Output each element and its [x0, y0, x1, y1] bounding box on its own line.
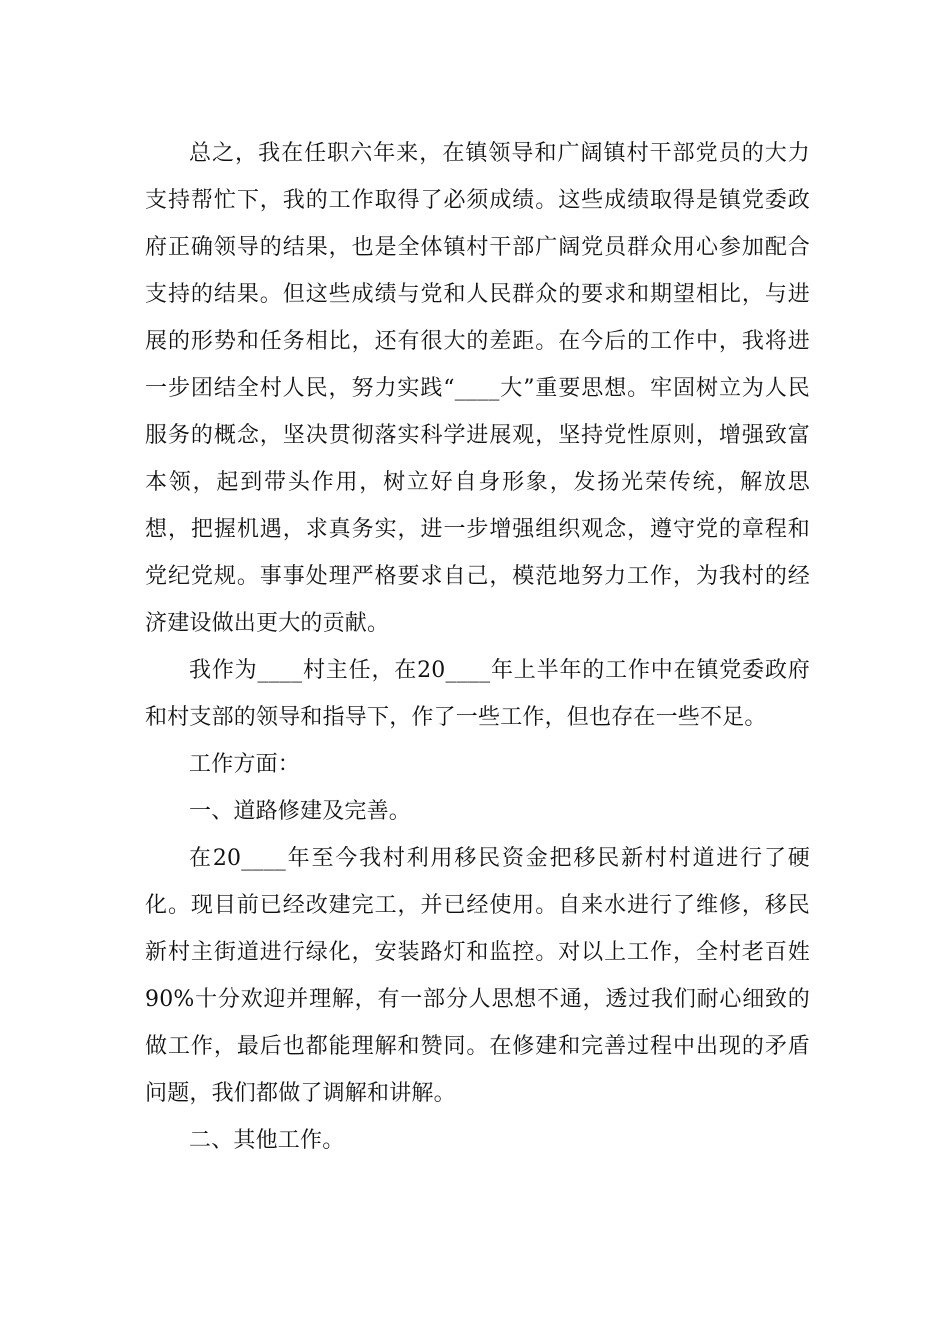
section-heading-work: 工作方面：: [189, 752, 301, 777]
paragraph-roads: 在20____年至今我村利用移民资金把移民新村村道进行了硬化。现目前已经改建完工，并已经使用。自来水进行了维修，移民新村主街道进行绿化，安装路灯和监控。对以上工作，全村老百姓90%十分欢迎并理解，有一部分人思想不通，透过我们耐心细致的做工作，最后也都能理解和赞同。在修建和完善过程中出现的矛盾问题，我们都做了调解和讲解。: [145, 846, 810, 1106]
section-heading-roads: 一、道路修建及完善。: [189, 799, 412, 824]
paragraph-introduction: 我作为____村主任，在20____年上半年的工作中在镇党委政府和村支部的领导和指导下，作了一些工作，但也存在一些不足。: [145, 658, 810, 730]
document-body: [145, 130, 810, 1164]
paragraph-summary: 总之，我在任职六年来，在镇领导和广阔镇村干部党员的大力支持帮忙下，我的工作取得了必须成绩。这些成绩取得是镇党委政府正确领导的结果，也是全体镇村干部广阔党员群众用心参加配合支持的结果。但这些成绩与党和人民群众的要求和期望相比，与进展的形势和任务相比，还有很大的差距。在今后的工作中，我将进一步团结全村人民，努力实践“____大”重要思想。牢固树立为人民服务的概念，坚决贯彻落实科学进展观，坚持党性原则，增强致富本领，起到带头作用，树立好自身形象，发扬光荣传统，解放思想，把握机遇，求真务实，进一步增强组织观念，遵守党的章程和党纪党规。事事处理严格要求自己，模范地努力工作，为我村的经济建设做出更大的贡献。: [145, 141, 810, 636]
section-heading-other: 二、其他工作。: [189, 1128, 345, 1153]
